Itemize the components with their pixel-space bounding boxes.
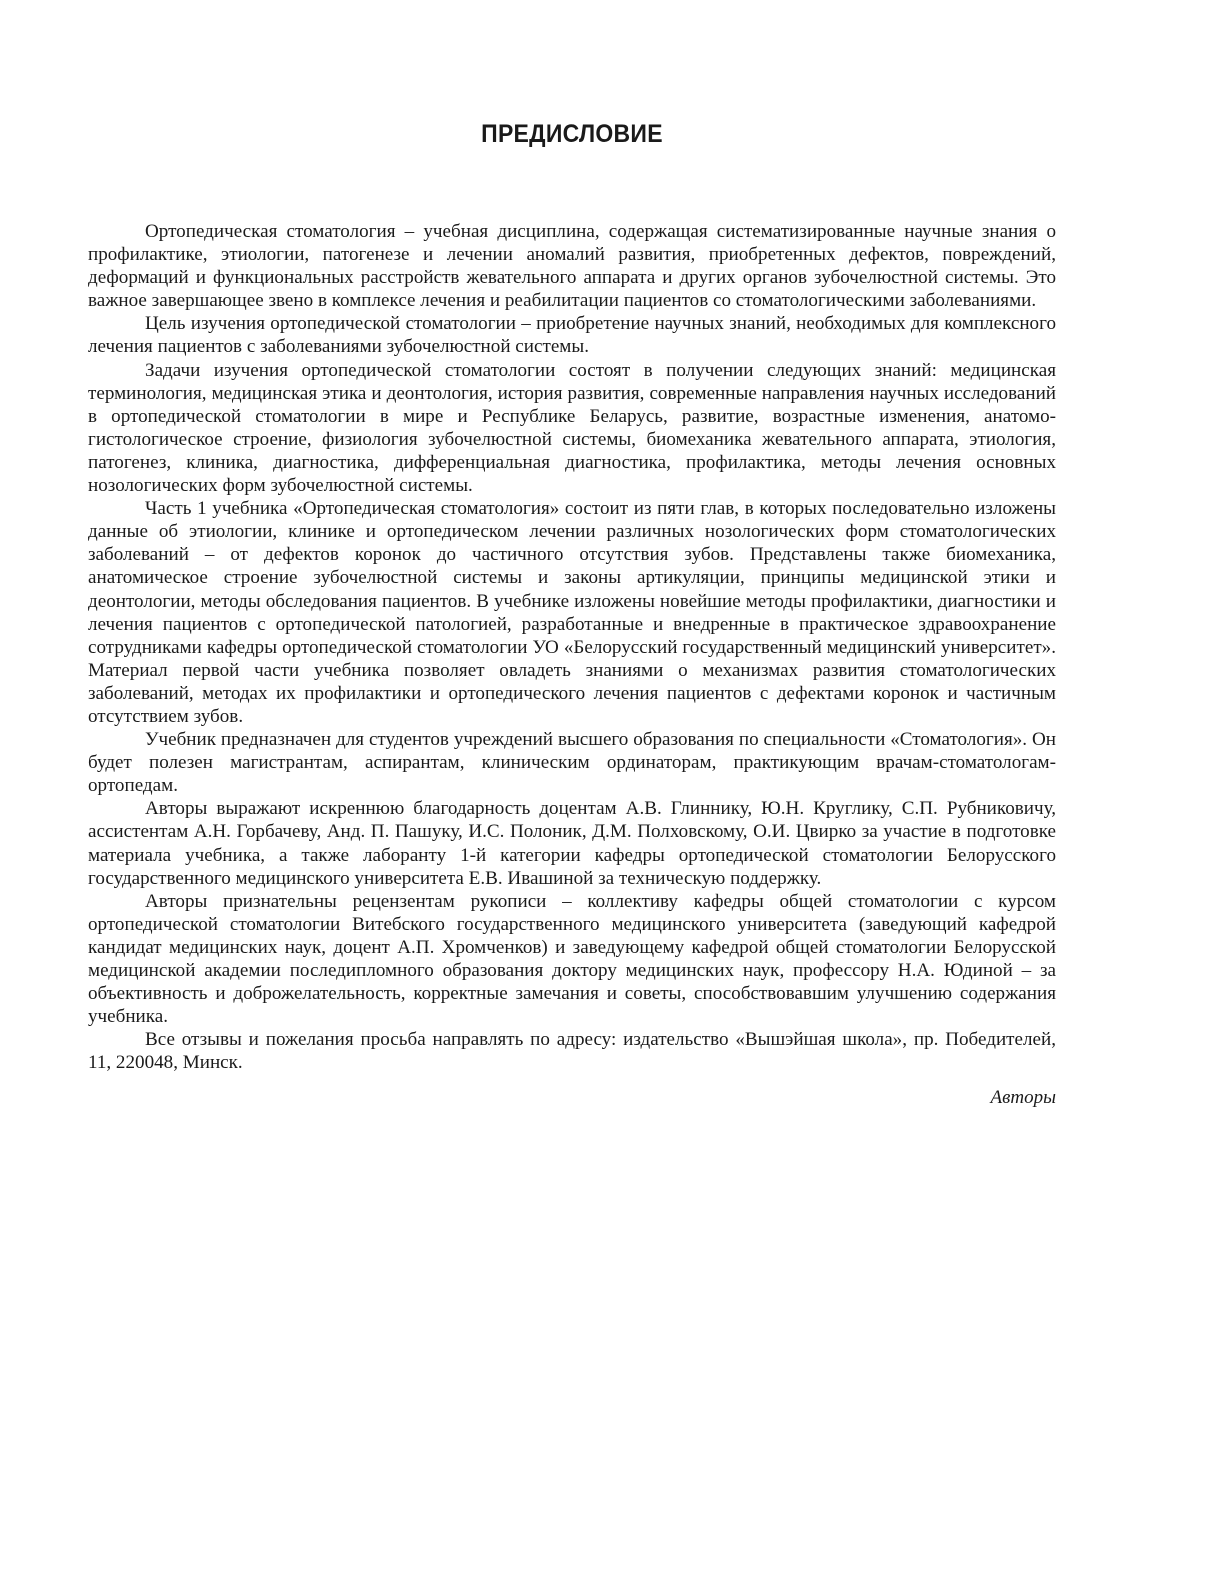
document-page bbox=[88, 116, 1056, 1109]
paragraph-feedback-address: Все отзывы и пожелания просьба направлять по адресу: издательство «Вышэйшая школа», пр. Победителей, 11, 220048, Минск. bbox=[88, 1029, 1056, 1074]
paragraph-contents: Часть 1 учебника «Ортопедическая стоматология» состоит из пяти глав, в которых последовательно изложены данные об этиологии, клинике и ортопедическом лечении различных нозологических форм стоматологических заболеваний – от дефектов коронок до частичного отсутствия зубов. Представлены также биомеханика, анатомическое строение зубочелюстной системы и законы артикуляции, принципы медицинской этики и деонтологии, методы обследования пациентов. В учебнике изложены новейшие методы профилактики, диагностики и лечения пациентов с ортопедической патологией, разработанные и внедренные в практическое здравоохранение сотрудниками кафедры ортопедической стоматологии УО «Белорусский государственный медицинский университет». Материал первой части учебника позволяет овладеть знаниями о механизмах развития стоматологических заболеваний, методах их профилактики и ортопедического лечения пациентов с дефектами коронок и частичным отсутствием зубов. bbox=[88, 498, 1056, 727]
paragraph-reviewers: Авторы признательны рецензентам рукописи – коллективу кафедры общей стоматологии с курсом ортопедической стоматологии Витебского государственного медицинского университета (заведующий кафедрой кандидат медицинских наук, доцент А.П. Хромченков) и заведующему кафедрой общей стоматологии Белорусской медицинской академии последипломного образования доктору медицинских наук, профессору Н.А. Юдиной – за объективность и доброжелательность, корректные замечания и советы, способствовавшим улучшению содержания учебника. bbox=[88, 890, 1056, 1028]
signature: Авторы bbox=[990, 1087, 1056, 1109]
paragraph-goal: Цель изучения ортопедической стоматологии – приобретение научных знаний, необходимых для комплексного лечения пациентов с заболеваниями зубочелюстной системы. bbox=[88, 313, 1056, 358]
preface-body bbox=[88, 220, 1056, 1074]
paragraph-acknowledgements: Авторы выражают искреннюю благодарность доцентам А.В. Глиннику, Ю.Н. Круглику, С.П. Рубниковичу, ассистентам А.Н. Горбачеву, Анд. П. Пашуку, И.С. Полоник, Д.М. Полховскому, О.И. Цвирко за участие в подготовке материала учебника, а также лаборанту 1-й категории кафедры ортопедической стоматологии Белорусского государственного медицинского университета Е.В. Ивашиной за техническую поддержку. bbox=[88, 798, 1056, 889]
paragraph-definition: Ортопедическая стоматология – учебная дисциплина, содержащая систематизированные научные знания о профилактике, этиологии, патогенезе и лечении аномалий развития, приобретенных дефектов, повреждений, деформаций и функциональных расстройств жевательного аппарата и других органов зубочелюстной системы. Это важное завершающее звено в комплексе лечения и реабилитации пациентов со стоматологическими заболеваниями. bbox=[88, 221, 1056, 312]
paragraph-audience: Учебник предназначен для студентов учреждений высшего образования по специальности «Стоматология». Он будет полезен магистрантам, аспирантам, клиническим ординаторам, практикующим врачам-стоматологам-ортопедам. bbox=[88, 729, 1056, 797]
paragraph-tasks: Задачи изучения ортопедической стоматологии состоят в получении следующих знаний: медицинская терминология, медицинская этика и деонтология, история развития, современные направления научных исследований в ортопедической стоматологии в мире и Республике Беларусь, развитие, возрастные изменения, анатомо-гистологическое строение, физиология зубочелюстной системы, биомеханика жевательного аппарата, этиология, патогенез, клиника, диагностика, дифференциальная диагностика, профилактика, методы лечения основных нозологических форм зубочелюстной системы. bbox=[88, 359, 1056, 497]
page-title: ПРЕДИСЛОВИЕ bbox=[481, 120, 663, 148]
